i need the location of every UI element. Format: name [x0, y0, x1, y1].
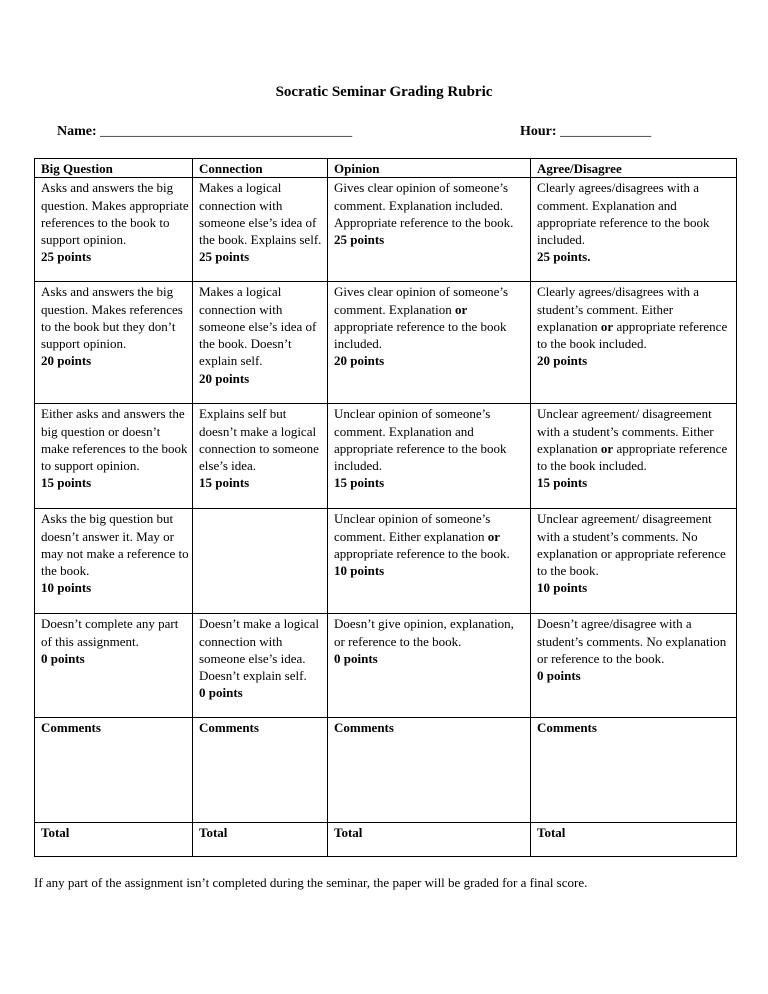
cell-points: 0 points — [199, 685, 243, 701]
cell-points: 15 points — [199, 475, 250, 491]
table-cell — [531, 178, 737, 282]
table-cell — [35, 614, 193, 718]
rubric-table — [34, 158, 737, 857]
table-cell — [35, 404, 193, 509]
cell-text-post: appropriate reference to the book included. — [537, 440, 728, 474]
cell-points: 15 points — [41, 475, 92, 491]
table-cell — [35, 178, 193, 282]
comments-cell[interactable]: Comments — [531, 718, 737, 823]
cell-text: Asks the big question but doesn’t answer it. May or may not make a reference to the book. — [41, 511, 189, 579]
cell-text: Asks and answers the big question. Makes appropriate references to the book to support opinion. — [41, 180, 189, 248]
table-row — [35, 404, 737, 509]
cell-points: 20 points — [537, 353, 588, 369]
cell-text: Doesn’t make a logical connection with someone else’s idea. Doesn’t explain self. — [199, 616, 319, 684]
total-row — [35, 823, 737, 857]
table-cell — [193, 404, 328, 509]
cell-points: 10 points — [537, 580, 588, 596]
table-cell — [35, 509, 193, 614]
comments-row — [35, 718, 737, 823]
total-cell[interactable]: Total — [193, 823, 328, 857]
cell-text-post: appropriate reference to the book included. — [537, 318, 728, 352]
cell-text: Gives clear opinion of someone’s comment. Explanation included. Appropriate reference to the book. — [334, 180, 514, 230]
cell-text: Makes a logical connection with someone else’s idea of the book. Doesn’t explain self. — [199, 284, 317, 369]
name-label: Name: — [57, 124, 97, 139]
total-cell[interactable]: Total — [531, 823, 737, 857]
page-title: Socratic Seminar Grading Rubric — [275, 84, 493, 100]
cell-text: Explains self but doesn’t make a logical connection to someone else’s idea. — [199, 406, 319, 474]
cell-points: 15 points — [334, 475, 385, 491]
cell-text-pre: Clearly agrees/disagrees with a student’s comment. Either explanation — [537, 284, 700, 334]
name-field[interactable] — [57, 124, 352, 140]
hour-blank[interactable]: _____________ — [560, 124, 652, 139]
cell-points: 0 points — [334, 650, 378, 666]
cell-text-or: or — [600, 440, 614, 456]
cell-points: 0 points — [41, 650, 85, 666]
cell-points: 25 points — [199, 249, 250, 265]
table-cell — [328, 178, 531, 282]
cell-text-post: appropriate reference to the book included. — [334, 318, 507, 352]
cell-points: 25 points — [41, 249, 92, 265]
cell-text-or: or — [487, 528, 501, 544]
cell-text: Doesn’t agree/disagree with a student’s comments. No explanation or reference to the book. — [537, 616, 727, 666]
cell-text: Unclear agreement/ disagreement with a student’s comments. No explanation or appropriate reference to the book. — [537, 511, 726, 579]
header-row — [35, 159, 737, 178]
cell-text-pre: Gives clear opinion of someone’s comment. Explanation — [334, 284, 509, 317]
cell-text-or: or — [454, 301, 468, 317]
cell-text-pre: Unclear opinion of someone’s comment. Either explanation — [334, 511, 491, 544]
cell-points: 20 points — [41, 353, 92, 369]
cell-text: Clearly agrees/disagrees with a comment. Explanation and appropriate reference to the book included. — [537, 180, 710, 248]
cell-text — [334, 283, 527, 352]
table-cell — [193, 614, 328, 718]
table-cell — [531, 404, 737, 509]
cell-text — [537, 405, 733, 474]
hour-field[interactable] — [520, 124, 651, 140]
column-header: Agree/Disagree — [531, 159, 737, 178]
table-cell — [531, 509, 737, 614]
table-cell — [531, 614, 737, 718]
hour-label: Hour: — [520, 124, 557, 139]
total-cell[interactable]: Total — [35, 823, 193, 857]
cell-points: 0 points — [537, 668, 581, 684]
table-cell — [193, 282, 328, 404]
table-row — [35, 282, 737, 404]
cell-text: Unclear opinion of someone’s comment. Explanation and appropriate reference to the book included. — [334, 406, 507, 474]
table-cell — [193, 178, 328, 282]
column-header: Opinion — [328, 159, 531, 178]
column-header: Big Question — [35, 159, 193, 178]
table-cell — [328, 404, 531, 509]
comments-cell[interactable]: Comments — [328, 718, 531, 823]
table-row — [35, 614, 737, 718]
column-header: Connection — [193, 159, 328, 178]
cell-text-or: or — [600, 318, 614, 334]
cell-text: Doesn’t complete any part of this assignment. — [41, 616, 179, 649]
cell-points: 25 points. — [537, 249, 591, 265]
cell-points: 20 points — [199, 370, 250, 386]
table-cell — [328, 509, 531, 614]
table-cell — [35, 282, 193, 404]
comments-cell[interactable]: Comments — [35, 718, 193, 823]
cell-text-post: appropriate reference to the book. — [334, 545, 510, 561]
cell-text — [537, 283, 733, 352]
cell-points: 25 points — [334, 232, 385, 248]
table-cell — [328, 614, 531, 718]
cell-text: Makes a logical connection with someone else’s idea of the book. Explains self. — [199, 180, 322, 248]
cell-points: 10 points — [41, 580, 92, 596]
cell-points: 20 points — [334, 353, 385, 369]
cell-text — [334, 510, 527, 562]
cell-text: Either asks and answers the big question or doesn’t make references to the book to support opinion. — [41, 406, 188, 474]
table-cell — [328, 282, 531, 404]
cell-text: Asks and answers the big question. Makes references to the book but they don’t support opinion. — [41, 284, 183, 352]
table-row — [35, 178, 737, 282]
footer-note: If any part of the assignment isn’t completed during the seminar, the paper will be graded for a final score. — [34, 875, 588, 890]
comments-cell[interactable]: Comments — [193, 718, 328, 823]
total-cell[interactable]: Total — [328, 823, 531, 857]
cell-text-pre: Unclear agreement/ disagreement with a student’s comments. Either explanation — [537, 406, 714, 456]
table-row — [35, 509, 737, 614]
cell-points: 15 points — [537, 475, 588, 491]
cell-text: Doesn’t give opinion, explanation, or reference to the book. — [334, 616, 514, 649]
table-cell — [193, 509, 328, 614]
table-cell — [531, 282, 737, 404]
cell-points: 10 points — [334, 563, 385, 579]
name-blank[interactable]: ____________________________________ — [100, 124, 353, 139]
